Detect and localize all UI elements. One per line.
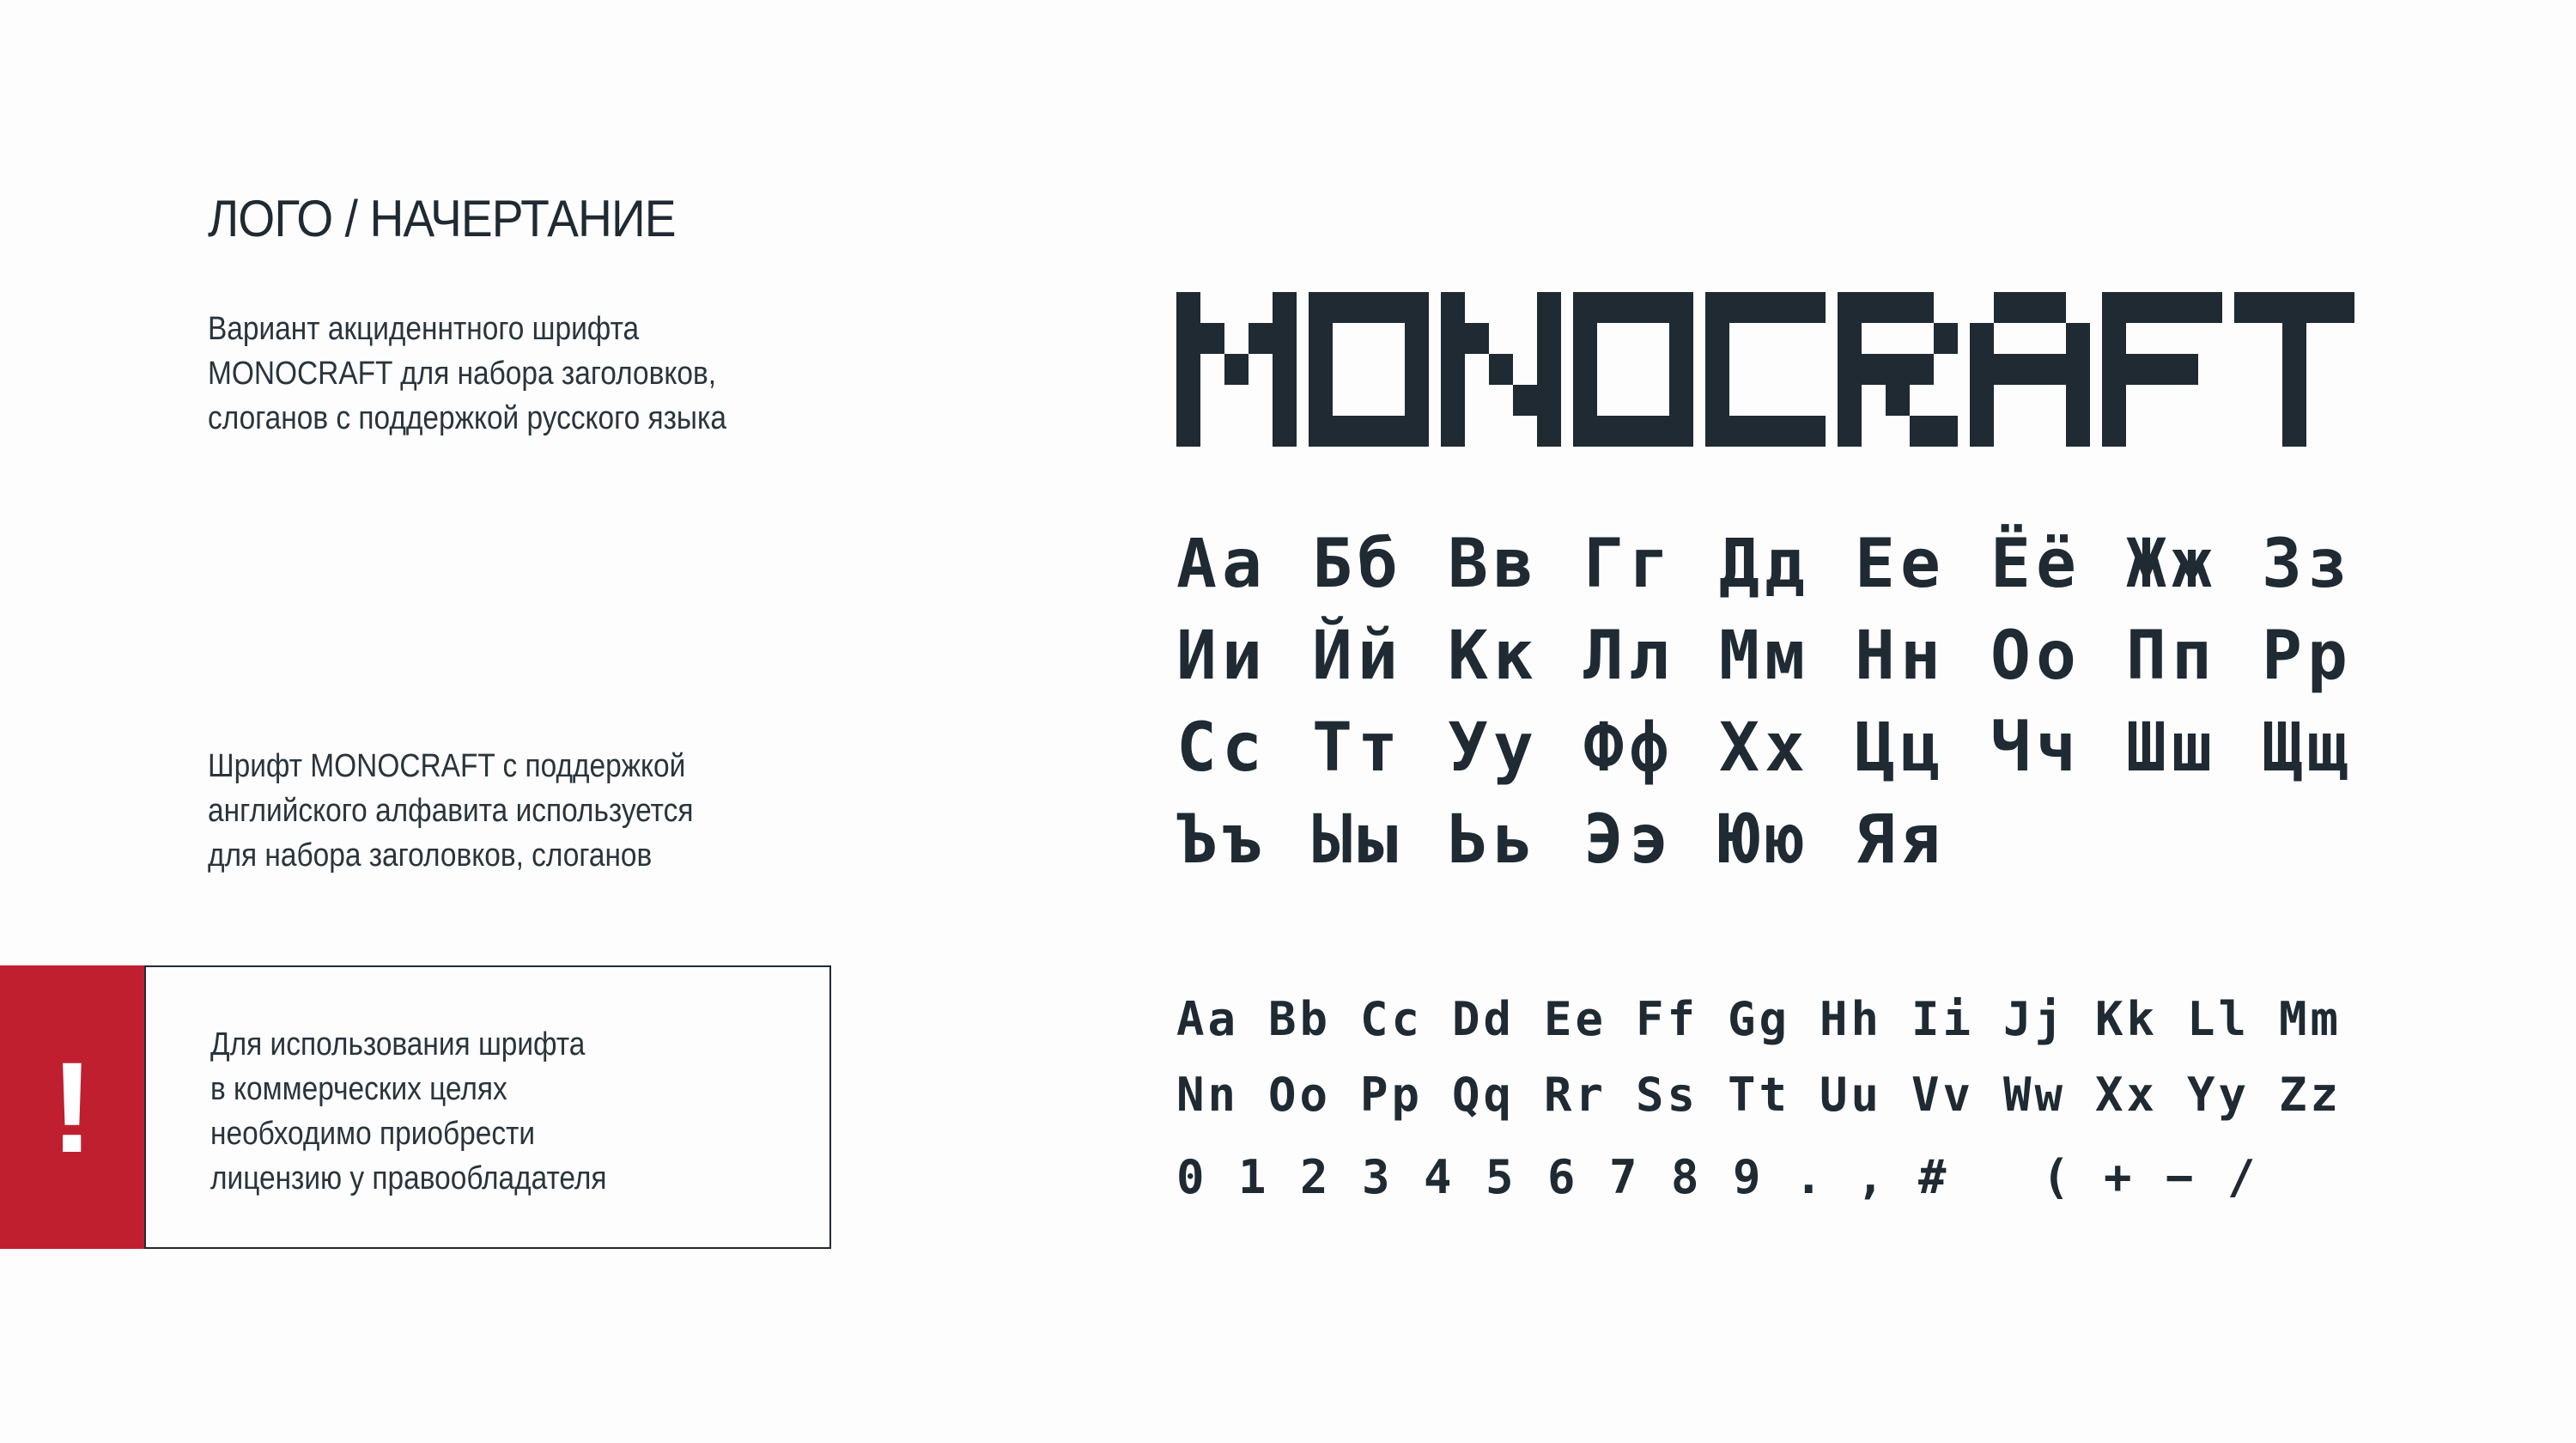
latin-glyph-pair: Zz xyxy=(2279,1068,2342,1122)
latin-glyph-pair: Oo xyxy=(1268,1068,1332,1122)
latin-glyph-pair: Kk xyxy=(2095,992,2159,1046)
latin-glyph-pair: Mm xyxy=(2279,992,2342,1046)
latin-glyph-pair: Rr xyxy=(1544,1068,1607,1122)
exclamation-icon: ! xyxy=(51,1035,94,1179)
digit-symbol-glyph: ( xyxy=(2042,1150,2070,1204)
cyrillic-description: Вариант акциденнтного шрифта MONOCRAFT для набора заголовков, слоганов с поддержкой русского языка xyxy=(208,311,726,436)
digit-symbol-glyph: 6 xyxy=(1547,1150,1576,1204)
cyrillic-glyph-pair: Жж xyxy=(2126,526,2217,603)
cyrillic-glyph-pair: Ээ xyxy=(1583,801,1674,879)
digit-symbol-glyph xyxy=(1980,1154,2042,1201)
cyrillic-glyph-pair: Ыы xyxy=(1312,801,1403,879)
digit-symbol-glyph: 5 xyxy=(1485,1150,1514,1204)
cyrillic-glyph-pair: Гг xyxy=(1583,526,1674,603)
cyrillic-glyph-pair: Аа xyxy=(1176,526,1267,603)
latin-glyph-pair: Dd xyxy=(1452,992,1516,1046)
latin-glyph-pair: Ii xyxy=(1911,992,1975,1046)
cyrillic-glyph-pair: Сс xyxy=(1176,709,1267,787)
cyrillic-glyph-pair: Пп xyxy=(2126,618,2217,695)
cyrillic-alphabet xyxy=(1176,526,2397,898)
wordmark-letter xyxy=(1573,292,1693,447)
wordmark-letter xyxy=(1176,292,1297,447)
latin-glyph-pair: Ww xyxy=(2003,1068,2067,1122)
wordmark-letter xyxy=(2234,292,2354,447)
font-specimen-logo xyxy=(1176,275,2361,447)
wordmark-letter xyxy=(1705,292,1826,447)
latin-glyph-pair: Nn xyxy=(1176,1068,1240,1122)
digit-symbol-glyph: / xyxy=(2227,1150,2256,1204)
license-notice-text: Для использования шрифта в коммерческих целях необходимо приобрести лицензию у правообладателя xyxy=(210,1026,607,1196)
cyrillic-glyph-pair: Оо xyxy=(1990,618,2081,695)
latin-glyph-pair: Ff xyxy=(1636,992,1699,1046)
cyrillic-glyph-pair: Хх xyxy=(1719,709,1810,787)
wordmark-letter xyxy=(1309,292,1429,447)
digit-symbol-glyph: 3 xyxy=(1362,1150,1390,1204)
latin-glyph-pair: Jj xyxy=(2003,992,2067,1046)
cyrillic-glyph-pair: Вв xyxy=(1448,526,1539,603)
cyrillic-glyph-pair: Мм xyxy=(1719,618,1810,695)
digit-symbol-glyph: 8 xyxy=(1671,1150,1699,1204)
wordmark-letter xyxy=(1970,292,2090,447)
digits-and-symbols xyxy=(1176,1150,2289,1204)
latin-glyph-pair: Pp xyxy=(1360,1068,1424,1122)
latin-glyph-pair: Aa xyxy=(1176,992,1240,1046)
page-title: ЛОГО / НАЧЕРТАНИЕ xyxy=(208,190,676,247)
latin-glyph-pair: Cc xyxy=(1360,992,1424,1046)
cyrillic-glyph-pair: Ее xyxy=(1855,526,1946,603)
latin-glyph-pair: Xx xyxy=(2095,1068,2159,1122)
digit-symbol-glyph: 7 xyxy=(1609,1150,1637,1204)
latin-glyph-pair: Bb xyxy=(1268,992,1332,1046)
latin-alphabet xyxy=(1176,992,2371,1148)
notice-marker xyxy=(0,965,144,1249)
latin-glyph-pair: Uu xyxy=(1820,1068,1883,1122)
digit-symbol-glyph: 1 xyxy=(1238,1150,1267,1204)
cyrillic-glyph-pair: Уу xyxy=(1448,709,1539,787)
cyrillic-glyph-pair: Ии xyxy=(1176,618,1267,695)
cyrillic-glyph-pair: Ъъ xyxy=(1176,801,1267,879)
cyrillic-glyph-pair: Бб xyxy=(1312,526,1403,603)
latin-glyph-pair: Tt xyxy=(1728,1068,1791,1122)
digit-symbol-glyph: # xyxy=(1918,1150,1947,1204)
cyrillic-glyph-pair: Йй xyxy=(1312,618,1403,695)
latin-glyph-pair: Hh xyxy=(1820,992,1883,1046)
cyrillic-glyph-pair: Рр xyxy=(2262,618,2353,695)
wordmark-letter xyxy=(1441,292,1561,447)
digit-symbol-glyph: 4 xyxy=(1424,1150,1452,1204)
digit-symbol-glyph: , xyxy=(1856,1150,1885,1204)
cyrillic-glyph-pair: Цц xyxy=(1855,709,1946,787)
cyrillic-glyph-pair: Дд xyxy=(1719,526,1810,603)
cyrillic-glyph-pair: Яя xyxy=(1855,801,1946,879)
cyrillic-glyph-pair: Зз xyxy=(2262,526,2353,603)
license-notice xyxy=(144,965,831,1249)
latin-glyph-pair: Ss xyxy=(1636,1068,1699,1122)
cyrillic-glyph-pair: Шш xyxy=(2126,709,2217,787)
cyrillic-glyph-pair: Лл xyxy=(1583,618,1674,695)
latin-glyph-pair: Yy xyxy=(2187,1068,2251,1122)
digit-symbol-glyph: . xyxy=(1795,1150,1823,1204)
cyrillic-glyph-pair: Ёё xyxy=(1990,526,2081,603)
digit-symbol-glyph: 0 xyxy=(1176,1150,1205,1204)
cyrillic-glyph-pair: Чч xyxy=(1990,709,2081,787)
wordmark-letter xyxy=(2102,292,2222,447)
digit-symbol-glyph: 9 xyxy=(1733,1150,1761,1204)
cyrillic-glyph-pair: Фф xyxy=(1583,709,1674,787)
monocraft-wordmark xyxy=(1176,275,2361,447)
cyrillic-glyph-pair: Ьь xyxy=(1448,801,1539,879)
latin-glyph-pair: Ll xyxy=(2187,992,2251,1046)
digit-symbol-glyph: − xyxy=(2166,1150,2194,1204)
latin-glyph-pair: Vv xyxy=(1911,1068,1975,1122)
latin-glyph-pair: Qq xyxy=(1452,1068,1516,1122)
cyrillic-glyph-pair: Тт xyxy=(1312,709,1403,787)
digit-symbol-glyph: + xyxy=(2104,1150,2132,1204)
latin-glyph-pair: Ee xyxy=(1544,992,1607,1046)
latin-glyph-pair: Gg xyxy=(1728,992,1791,1046)
wordmark-letter xyxy=(1838,292,1958,447)
cyrillic-glyph-pair: Юю xyxy=(1719,801,1810,879)
latin-description: Шрифт MONOCRAFT с поддержкой английского алфавита используется для набора заголовков, слоганов xyxy=(208,748,694,874)
cyrillic-glyph-pair: Нн xyxy=(1855,618,1946,695)
digit-symbol-glyph: 2 xyxy=(1300,1150,1328,1204)
cyrillic-glyph-pair: Щщ xyxy=(2262,709,2353,787)
cyrillic-glyph-pair: Кк xyxy=(1448,618,1539,695)
